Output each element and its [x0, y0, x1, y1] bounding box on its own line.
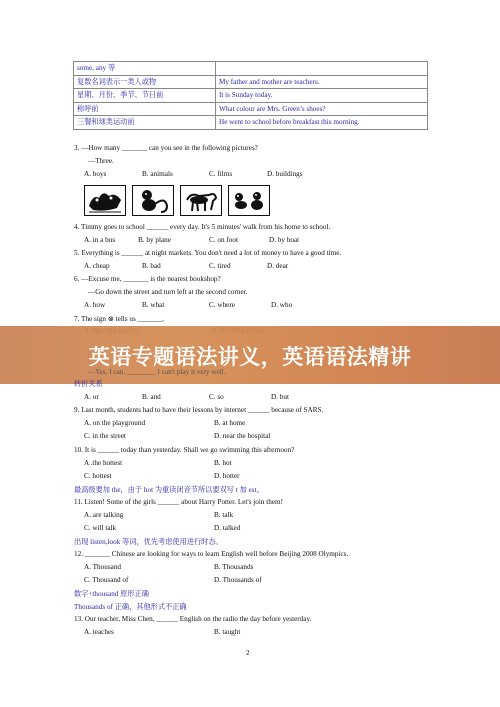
option-b: B. animals — [142, 170, 173, 178]
table-row — [74, 102, 428, 116]
question-3-options — [84, 170, 384, 180]
option-b: B. talk — [214, 511, 234, 519]
picture-box — [180, 185, 222, 216]
option-c: C. films — [209, 170, 233, 178]
option-d: D. buildings — [267, 170, 303, 178]
question-10: 10. It is ______ today than yesterday. Shall we go swimming this afternoon? — [74, 446, 295, 454]
option-c: C. hottest — [84, 472, 112, 480]
dogs-picture-icon — [229, 186, 269, 215]
question-4-options — [84, 236, 384, 246]
option-b: B. by plane — [138, 236, 171, 244]
picture-box — [228, 185, 270, 216]
option-a: A. Thousand — [84, 563, 122, 571]
option-a: A. how — [84, 301, 106, 309]
option-a: A. on the playground — [84, 419, 146, 427]
option-c: C. Thousand of — [84, 576, 129, 584]
note-progressive: 出现 listen,look 等词，优先考虑使用进行时态。 — [74, 538, 223, 546]
option-c: C. tired — [209, 262, 231, 270]
question-13: 13. Our teacher, Miss Chen, ______ English on the radio the day before yesterday. — [74, 615, 312, 623]
bird-picture-icon — [85, 186, 125, 215]
option-c: C. in the street — [84, 432, 126, 440]
table-cell: 称呼前 — [74, 102, 216, 116]
question-6-answer: —Go down the street and turn left at the second corner. — [88, 288, 248, 296]
monkey-picture-icon — [133, 186, 173, 215]
question-7: 7. The sign ⊗ tells us _______. — [74, 315, 165, 323]
table-cell: My father and mother are teachers. — [216, 75, 428, 89]
question-12-options — [84, 563, 384, 573]
question-6-options — [84, 301, 384, 311]
option-b: B. hot — [214, 459, 232, 467]
note-contrast: 转折关系 — [74, 380, 103, 388]
note-thousand: 数字+thousand 原形正确 — [74, 590, 149, 598]
option-b: B. Thousands — [214, 563, 254, 571]
table-cell: some, any 等 — [74, 62, 216, 76]
note-superlative: 最高级要加 the，由于 hot 为重读闭音节所以要双写 t 加 est。 — [74, 486, 264, 494]
picture-box — [132, 185, 174, 216]
question-5-options — [84, 262, 384, 272]
question-3-pictures — [84, 185, 270, 217]
option-d: D. Thousands of — [214, 576, 262, 584]
question-11-options-row2 — [84, 524, 384, 534]
question-9: 9. Last month, students had to have their lessons by internet ______ because of SARS. — [74, 406, 324, 414]
option-d: D. by boat — [269, 236, 300, 244]
question-11: 11. Listen! Some of the girls ______ about Harry Potter. Let's join them! — [74, 498, 284, 506]
picture-box — [84, 185, 126, 216]
question-6: 6. —Excuse me, _______ is the nearest bookshop? — [74, 275, 221, 283]
page-number: 2 — [246, 649, 250, 657]
question-4: 4. Timmy goes to school ______ every day. It's 5 minutes' walk from his home to school. — [74, 223, 331, 231]
question-10-options — [84, 459, 384, 469]
option-a: A .the hottest — [84, 459, 123, 467]
option-d: D. near the hospital — [214, 432, 271, 440]
option-c: C. will talk — [84, 524, 117, 532]
option-a: A. or — [84, 393, 99, 401]
option-d: D. who — [271, 301, 293, 309]
table-cell: 复数名词表示一类人或物 — [74, 75, 216, 89]
question-3: 3. —How many _______ can you see in the following pictures? — [74, 144, 258, 152]
option-c: C. so — [209, 393, 224, 401]
table-cell: 星期、月份、季节、节日前 — [74, 89, 216, 103]
option-a: A. teaches — [84, 628, 114, 636]
question-5: 5. Everything is ______ at night markets. You don't need a lot of money to have a good time. — [74, 249, 342, 257]
option-d: D. dear — [267, 262, 289, 270]
option-b: B. taught — [214, 628, 241, 636]
table-row — [74, 75, 428, 89]
question-8-partial: —Yes, I can. ________ I can't play it very well. — [88, 368, 226, 376]
option-a: A. cheap — [84, 262, 110, 270]
option-b: B. what — [142, 301, 165, 309]
question-12: 12. _______ Chinese are looking for ways to learn English well before Beijing 2008 Olympics. — [74, 550, 349, 558]
option-b: B. and — [142, 393, 161, 401]
option-d: D. hotter — [214, 472, 240, 480]
note-thousands-of: Thousands of 正确，其他形式不正确 — [74, 603, 187, 611]
option-a: A. in a bus — [84, 236, 116, 244]
question-13-options — [84, 628, 384, 638]
table-row — [74, 116, 428, 130]
table-cell — [216, 62, 428, 76]
table-cell: It is Sunday today. — [216, 89, 428, 103]
horse-picture-icon — [181, 186, 221, 215]
table-cell: 三餐和球类运动前 — [74, 116, 216, 130]
option-a: A. boys — [84, 170, 107, 178]
option-c: C. where — [209, 301, 235, 309]
option-b: B. bad — [142, 262, 161, 270]
question-3-answer: —Three. — [88, 157, 114, 165]
option-a: A. are talking — [84, 511, 124, 519]
table-row — [74, 62, 428, 76]
table-cell: He went to school before breakfast this morning. — [216, 116, 428, 130]
option-d: D. talked — [214, 524, 241, 532]
question-10-options-row2 — [84, 472, 384, 482]
question-8-options — [84, 393, 384, 403]
table-row — [74, 89, 428, 103]
option-d: D. but — [271, 393, 289, 401]
option-c: C. on foot — [209, 236, 238, 244]
question-9-options-row2 — [84, 432, 384, 442]
question-11-options — [84, 511, 384, 521]
grammar-table — [73, 61, 428, 130]
option-b: B. at home — [214, 419, 246, 427]
table-cell: What colour are Mrs. Green’s shoes? — [216, 102, 428, 116]
banner-title: 英语专题语法讲义，英语语法精讲 — [88, 345, 412, 369]
question-9-options — [84, 419, 384, 429]
question-12-options-row2 — [84, 576, 384, 586]
